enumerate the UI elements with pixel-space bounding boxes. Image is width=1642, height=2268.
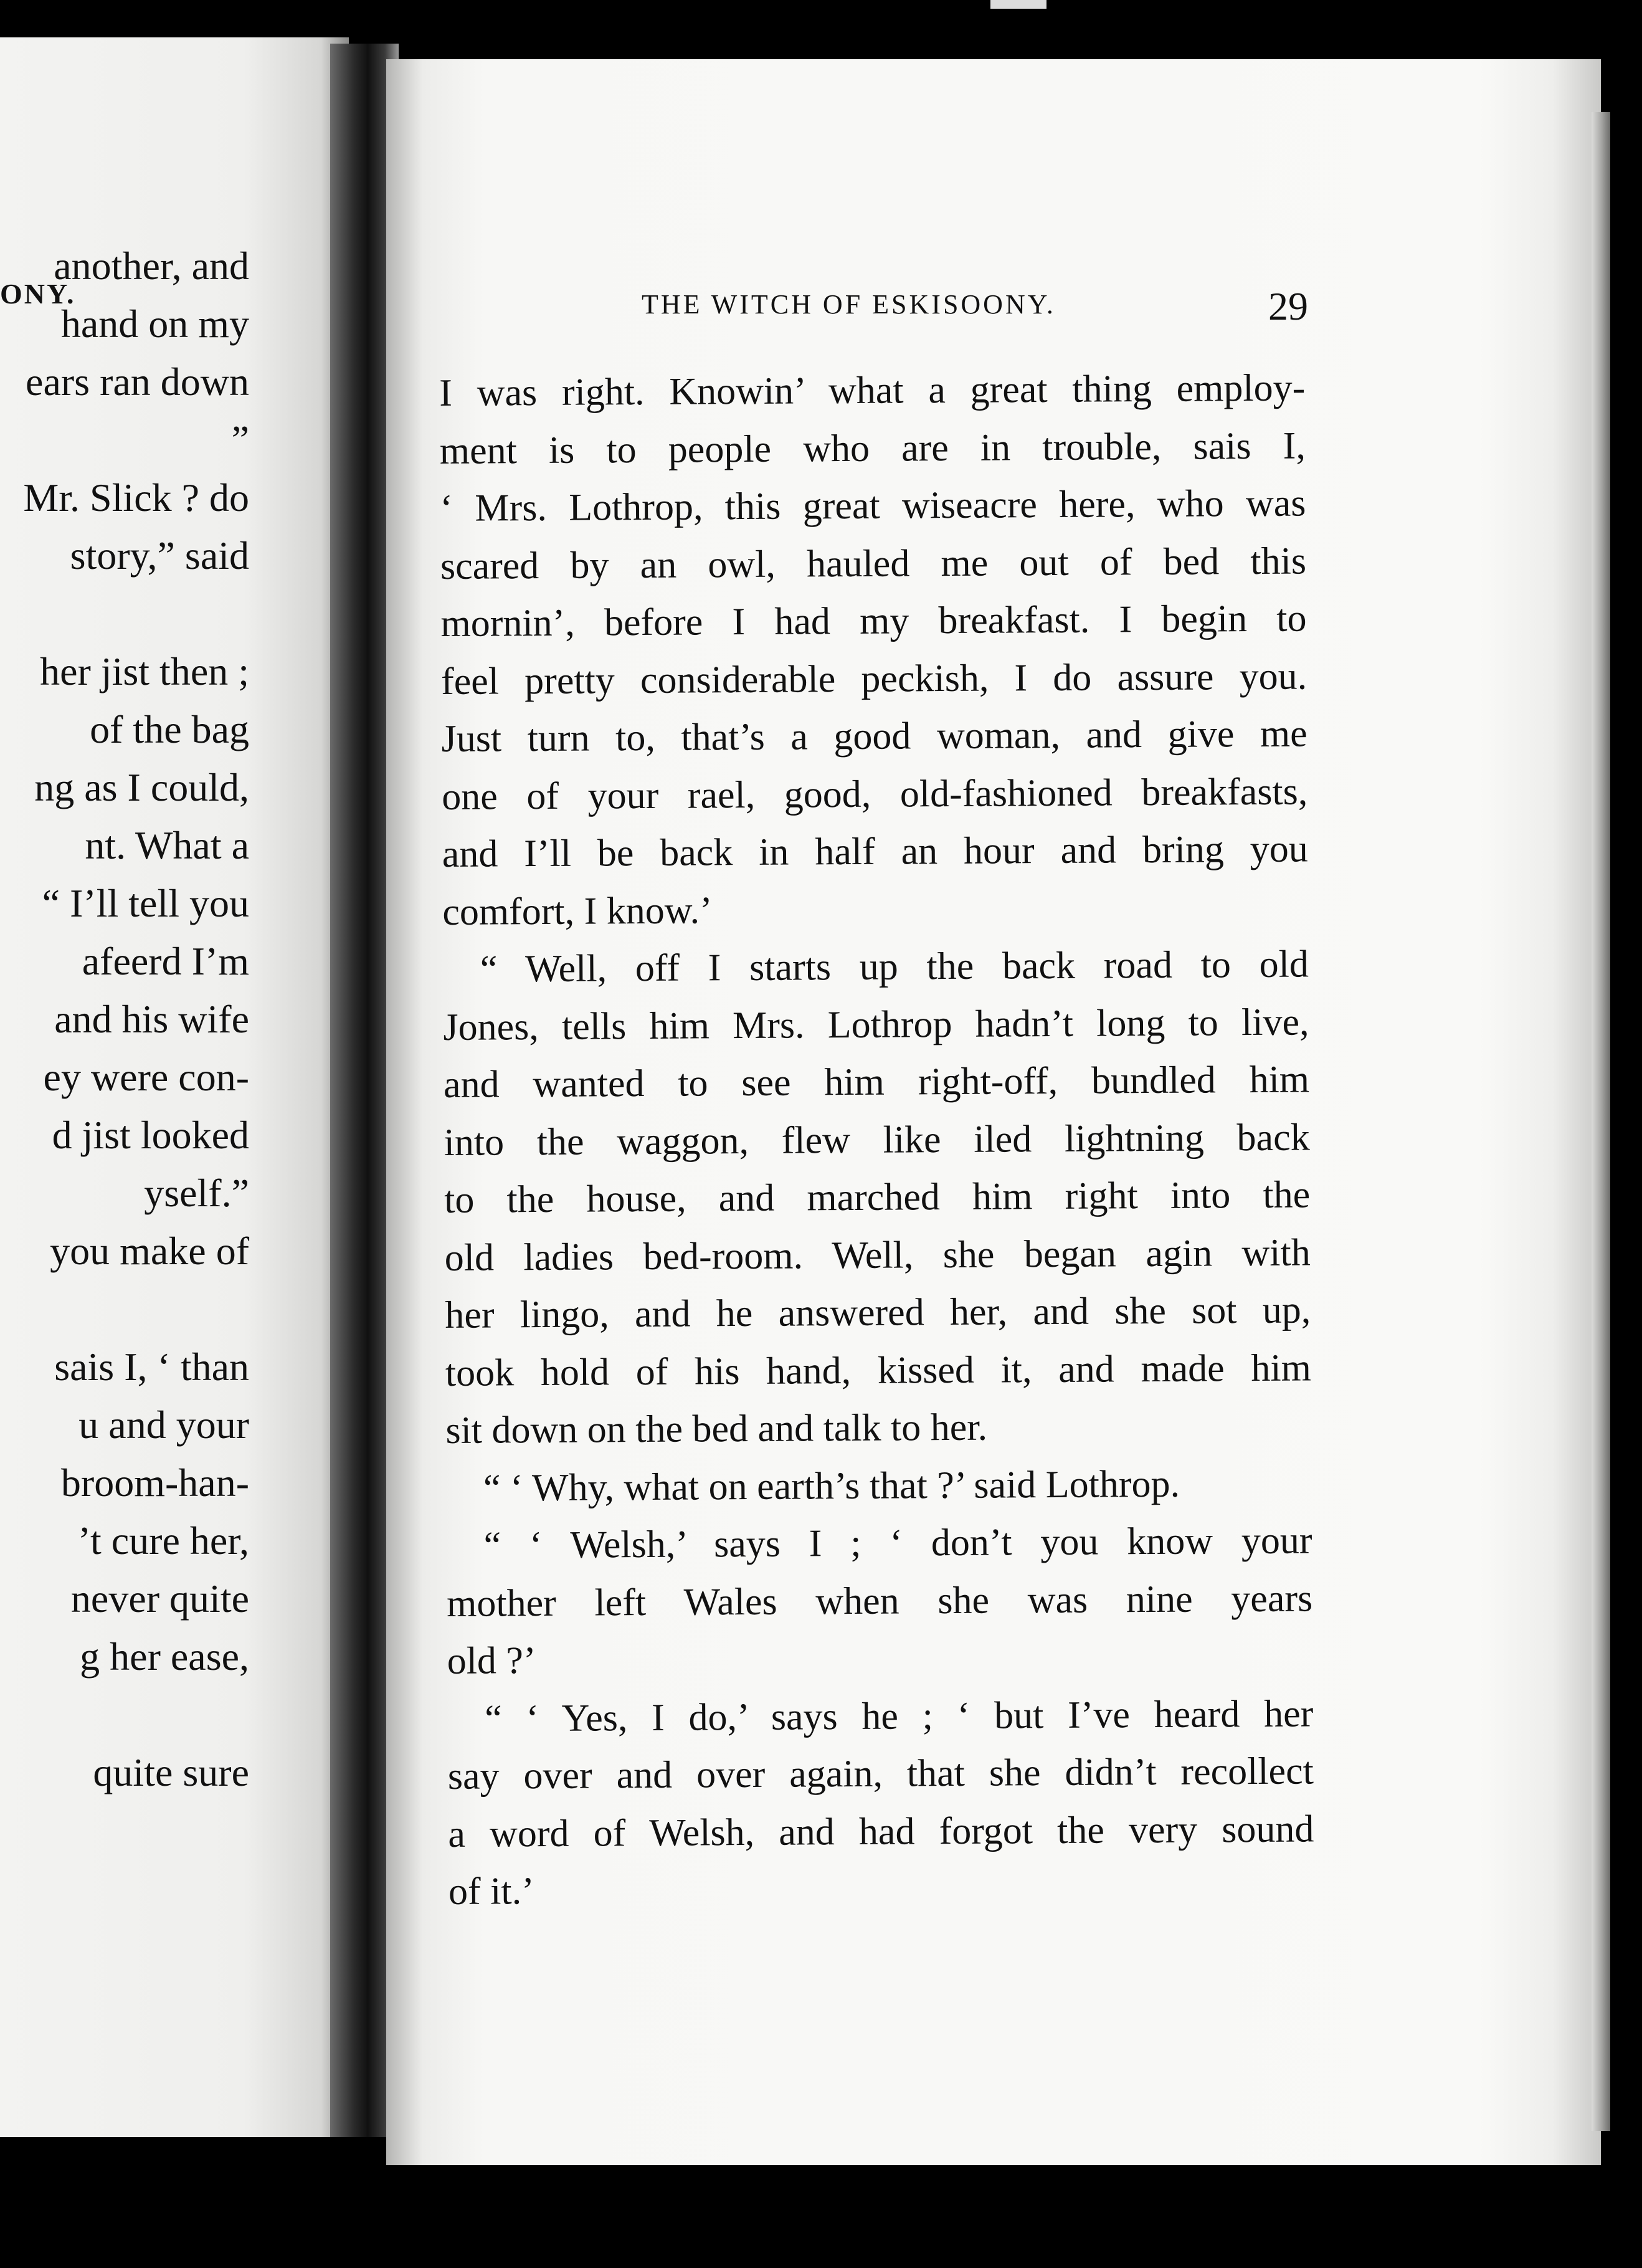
left-line: another, and: [54, 244, 249, 288]
running-head: THE WITCH OF ESKISOONY.: [642, 289, 1056, 320]
left-line: quite sure: [93, 1750, 249, 1794]
text-line: “ ‘ Yes, I do,’ says he ; ‘ but I’ve heard her: [485, 1692, 1314, 1740]
left-line: sais I, ‘ than: [54, 1345, 249, 1389]
text-line: Jones, tells him Mrs. Lothrop hadn’t long to live,: [443, 1000, 1309, 1049]
left-line: and his wife: [54, 997, 249, 1041]
text-line: ‘ Mrs. Lothrop, this great wiseacre here, who was: [440, 482, 1306, 530]
text-line: old ?’: [447, 1639, 536, 1682]
left-line: afeerd I’m: [82, 939, 249, 983]
left-line: [0, 1685, 249, 1743]
page-number: 29: [1268, 284, 1308, 328]
left-line: g her ease,: [80, 1634, 249, 1679]
text-line: one of your rael, good, old-fashioned breakfasts,: [442, 770, 1308, 818]
left-line: yself.”: [144, 1171, 249, 1215]
left-line: her jist then ;: [40, 649, 249, 693]
left-running-head: ONY.: [0, 278, 76, 310]
left-line: never quite: [70, 1576, 249, 1621]
text-line: “ ‘ Welsh,’ says I ; ‘ don’t you know your: [483, 1519, 1312, 1567]
text-line: her lingo, and he answered her, and she sot up,: [445, 1289, 1311, 1336]
text-line: Just turn to, that’s a good woman, and give me: [441, 712, 1307, 760]
text-line: say over and over again, that she didn’t recollect: [447, 1750, 1314, 1798]
left-line: nt. What a: [85, 823, 249, 867]
text-line: feel pretty considerable peckish, I do assure you.: [440, 655, 1307, 703]
left-line: of the bag: [90, 707, 249, 751]
text-line: to the house, and marched him right into the: [444, 1173, 1311, 1221]
body-text: [439, 360, 1314, 1921]
left-line: ears ran down: [26, 360, 249, 404]
text-line: “ Well, off I starts up the back road to old: [480, 943, 1309, 991]
text-line: and I’ll be back in half an hour and bring you: [442, 827, 1308, 875]
left-line: hand on my: [60, 302, 249, 346]
left-line: Mr. Slick ? do: [23, 475, 249, 520]
text-line: “ ‘ Why, what on earth’s that ?’ said Lothrop.: [483, 1462, 1180, 1510]
left-line: story,” said: [70, 533, 249, 578]
text-line: of it.’: [448, 1870, 534, 1913]
left-page-text: [0, 237, 249, 1801]
text-line: into the waggon, flew like iled lightning back: [444, 1115, 1310, 1164]
left-line: u and your: [78, 1403, 249, 1447]
text-line: ment is to people who are in trouble, sais I,: [439, 424, 1306, 472]
text-line: took hold of his hand, kissed it, and made him: [445, 1346, 1312, 1394]
text-line: mornin’, before I had my breakfast. I begin to: [440, 597, 1307, 645]
left-line: d jist looked: [52, 1113, 249, 1157]
left-line: broom-han-: [60, 1460, 249, 1505]
text-line: scared by an owl, hauled me out of bed this: [440, 540, 1307, 588]
text-line: a word of Welsh, and had forgot the very sound: [448, 1807, 1314, 1856]
left-line: ng as I could,: [34, 765, 249, 809]
left-line: you make of: [50, 1229, 249, 1273]
scan-artifact: [990, 0, 1046, 9]
page-edge: [1592, 112, 1610, 2131]
text-line: old ladies bed-room. Well, she began agin with: [444, 1231, 1311, 1279]
text-line: and wanted to see him right-off, bundled him: [443, 1058, 1310, 1106]
scan-border: [0, 2168, 1642, 2268]
left-line: “ I’ll tell you: [42, 881, 249, 925]
text-line: sit down on the bed and talk to her.: [445, 1406, 988, 1452]
left-line: ’t cure her,: [77, 1518, 249, 1563]
left-line: [0, 584, 249, 642]
text-line: comfort, I know.’: [442, 889, 713, 933]
text-line: I was right. Knowin’ what a great thing employ-: [439, 366, 1306, 414]
left-line: ey were con-: [43, 1055, 249, 1099]
left-line: [0, 1280, 249, 1338]
left-line: ”: [231, 417, 249, 462]
text-line: mother left Wales when she was nine years: [446, 1576, 1313, 1625]
